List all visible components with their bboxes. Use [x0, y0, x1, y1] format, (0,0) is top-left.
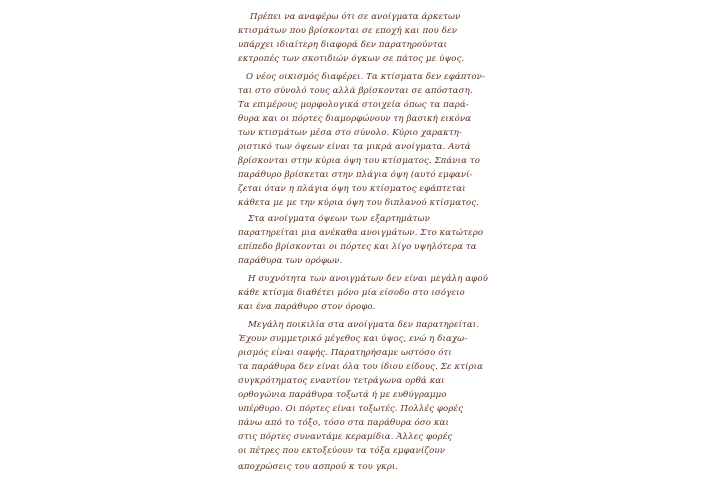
text-line: ριστικό των όψεων είναι τα μικρά ανοίγματα. Αυτά — [238, 142, 471, 152]
text-line: υπάρχει ιδιαίτερη διαφορά δεν παρατηρούνται — [238, 40, 448, 50]
text-line: Μεγάλη ποικιλία στα ανοίγματα δεν παρατηρείται. — [248, 320, 480, 330]
text-line: παρατηρείται μια ανέκαθα ανοιγμάτων. Στο κατώτερο — [238, 228, 484, 238]
text-line: Τα επιμέρους μορφολογικά στοιχεία όπως τα παρά- — [238, 100, 469, 110]
text-line: εκτροπές των σκοτιδιών όγκων σε πάτος με ύψος. — [238, 54, 465, 64]
text-line: επίπεδο βρίσκονται οι πόρτες και λίγο υψηλότερα τα — [238, 242, 477, 252]
text-line: αποχρώσεις του ασπρού κ του γκρι. — [238, 462, 399, 472]
text-line: πάνω από το τόξο, τόσο στα παράθυρα όσο και — [238, 418, 449, 428]
text-line: συγκρότηματος εναντίον τετράγωνα ορθά και — [238, 376, 445, 386]
text-line: τα παράθυρα δεν είναι όλα του ίδιου είδους. Σε κτίρια — [238, 362, 484, 372]
text-line: οι πέτρες που εκτοξεύουν τα τόξα εμφανίζουν — [238, 446, 446, 456]
handwritten-text-block — [238, 10, 528, 488]
text-line: στις πόρτες συναντάμε κεραμίδια. Άλλες φορές — [238, 432, 453, 442]
text-line: ορθογώνια παράθυρα τοξωτά ή με ευθύγραμμο — [238, 390, 447, 400]
text-line: Στα ανοίγματα όψεων των εξαρτημάτων — [248, 214, 430, 224]
text-line: και ένα παράθυρο στον όροφο. — [238, 302, 376, 312]
text-line: Πρέπει να αναφέρω ότι σε ανοίγματα άρκετων — [250, 12, 461, 22]
text-line: ρισμός είναι σαφής. Παρατηρήσαμε ωστόσο ότι — [238, 348, 452, 358]
text-line: των κτισμάτων μέσα στο σύνολο. Κύριο χαρακτη- — [238, 128, 462, 138]
text-line: παράθυρα των ορόφων. — [238, 256, 343, 266]
text-line: υπέρθυρο. Οι πόρτες είναι τοξωτές. Πολλές φορές — [238, 404, 464, 414]
text-line: βρίσκονται στην κύρια όψη του κτίσματος. Σπάνια το — [238, 156, 480, 166]
text-line: Ο νέος οικισμός διαφέρει. Τα κτίσματα δεν εφάπτον- — [246, 72, 485, 82]
text-line: κάθετα με με την κύρια όψη του διπλανού κτίσματος. — [238, 198, 480, 208]
text-line: θυρα και οι πόρτες διαμορφώνουν τη βασική εικόνα — [238, 114, 472, 124]
text-line: ζεται όταν η πλάγια όψη του κτίσματος εφάπτεται — [238, 184, 466, 194]
text-line: ται στο σύνολό τους αλλά βρίσκονται σε απόσταση. — [238, 86, 473, 96]
text-line: κάθε κτίσμα διαθέτει μόνο μία είσοδο στο ισόγειο — [238, 288, 465, 298]
text-line: παράθυρο βρίσκεται στην πλάγια όψη (αυτό εμφανί- — [238, 170, 473, 180]
text-line: κτισμάτων που βρίσκονται σε εποχή και που δεν — [238, 26, 458, 36]
text-line: Η συχνότητα των ανοιγμάτων δεν είναι μεγάλη αφού — [248, 274, 488, 284]
text-line: Έχουν συμμετρικό μέγεθος και ύψος, ενώ η διαχω- — [238, 334, 468, 344]
